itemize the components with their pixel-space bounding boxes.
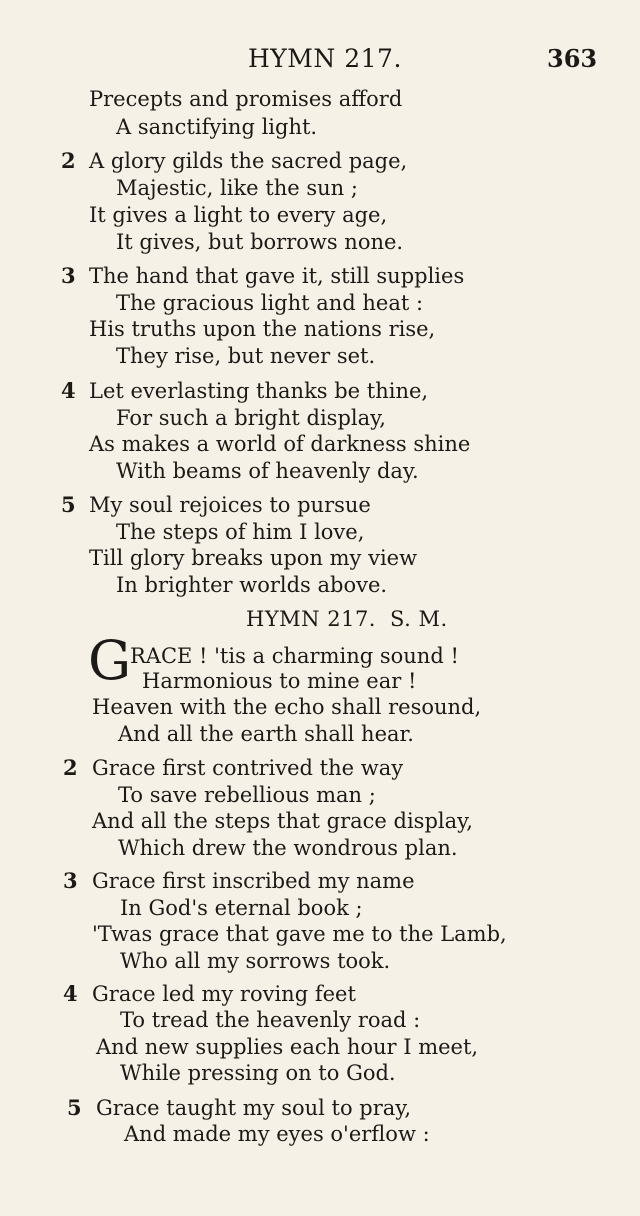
verse-line: Till glory breaks upon my view: [89, 546, 418, 570]
verse-line: Grace led my roving feet: [92, 982, 356, 1006]
verse-line: And made my eyes o'erflow :: [124, 1122, 430, 1146]
verse-line: While pressing on to God.: [120, 1061, 396, 1085]
verse-line: Majestic, like the sun ;: [116, 176, 358, 200]
verse-line: To save rebellious man ;: [118, 783, 376, 807]
hymn-heading: [246, 606, 448, 632]
verse-line: Who all my sorrows took.: [120, 949, 391, 973]
verse-number: 2: [61, 148, 76, 173]
verse-line: Which drew the wondrous plan.: [118, 836, 458, 860]
drop-cap: G: [88, 629, 132, 692]
verse-number: 4: [63, 981, 78, 1006]
verse-line: It gives, but borrows none.: [116, 230, 404, 254]
verse-line: Let everlasting thanks be thine,: [89, 379, 429, 403]
verse-line: Grace first inscribed my name: [92, 869, 415, 893]
verse-number: 4: [61, 378, 76, 403]
hymn-meter: S. M.: [390, 607, 448, 631]
verse-line: They rise, but never set.: [116, 344, 376, 368]
verse-line: RACE ! 'tis a charming sound !: [130, 644, 459, 668]
verse-line: And new supplies each hour I meet,: [96, 1035, 479, 1059]
verse-line: As makes a world of darkness shine: [89, 432, 471, 456]
verse-line: And all the earth shall hear.: [118, 722, 414, 746]
verse-number: 3: [63, 868, 78, 893]
running-head: [0, 44, 640, 78]
verse-line: In God's eternal book ;: [120, 896, 363, 920]
verse-line: In brighter worlds above.: [116, 573, 388, 597]
verse-line: Precepts and promises afford: [89, 87, 403, 111]
verse-line: For such a bright display,: [116, 406, 386, 430]
verse-line: Harmonious to mine ear !: [142, 669, 417, 693]
verse-line: The gracious light and heat :: [116, 291, 424, 315]
verse-line: And all the steps that grace display,: [92, 809, 473, 833]
verse-number: 3: [61, 263, 76, 288]
verse-line: A sanctifying light.: [116, 115, 318, 139]
verse-number: 5: [61, 492, 76, 517]
verse-line: The steps of him I love,: [116, 520, 365, 544]
verse-number: 2: [63, 755, 78, 780]
verse-line: Grace taught my soul to pray,: [96, 1096, 412, 1120]
page-number: 363: [547, 44, 598, 73]
verse-number: 5: [67, 1095, 82, 1120]
verse-line: It gives a light to every age,: [89, 203, 388, 227]
verse-line: 'Twas grace that gave me to the Lamb,: [92, 922, 507, 946]
verse-line: His truths upon the nations rise,: [89, 317, 436, 341]
verse-line: My soul rejoices to pursue: [89, 493, 371, 517]
running-title: HYMN 217.: [248, 44, 402, 73]
verse-line: A glory gilds the sacred page,: [89, 149, 408, 173]
verse-line: Heaven with the echo shall resound,: [92, 695, 482, 719]
verse-line: With beams of heavenly day.: [116, 459, 419, 483]
verse-line: To tread the heavenly road :: [120, 1008, 421, 1032]
hymn-title: HYMN 217.: [246, 607, 376, 631]
verse-line: Grace first contrived the way: [92, 756, 404, 780]
verse-line: The hand that gave it, still supplies: [89, 264, 465, 288]
